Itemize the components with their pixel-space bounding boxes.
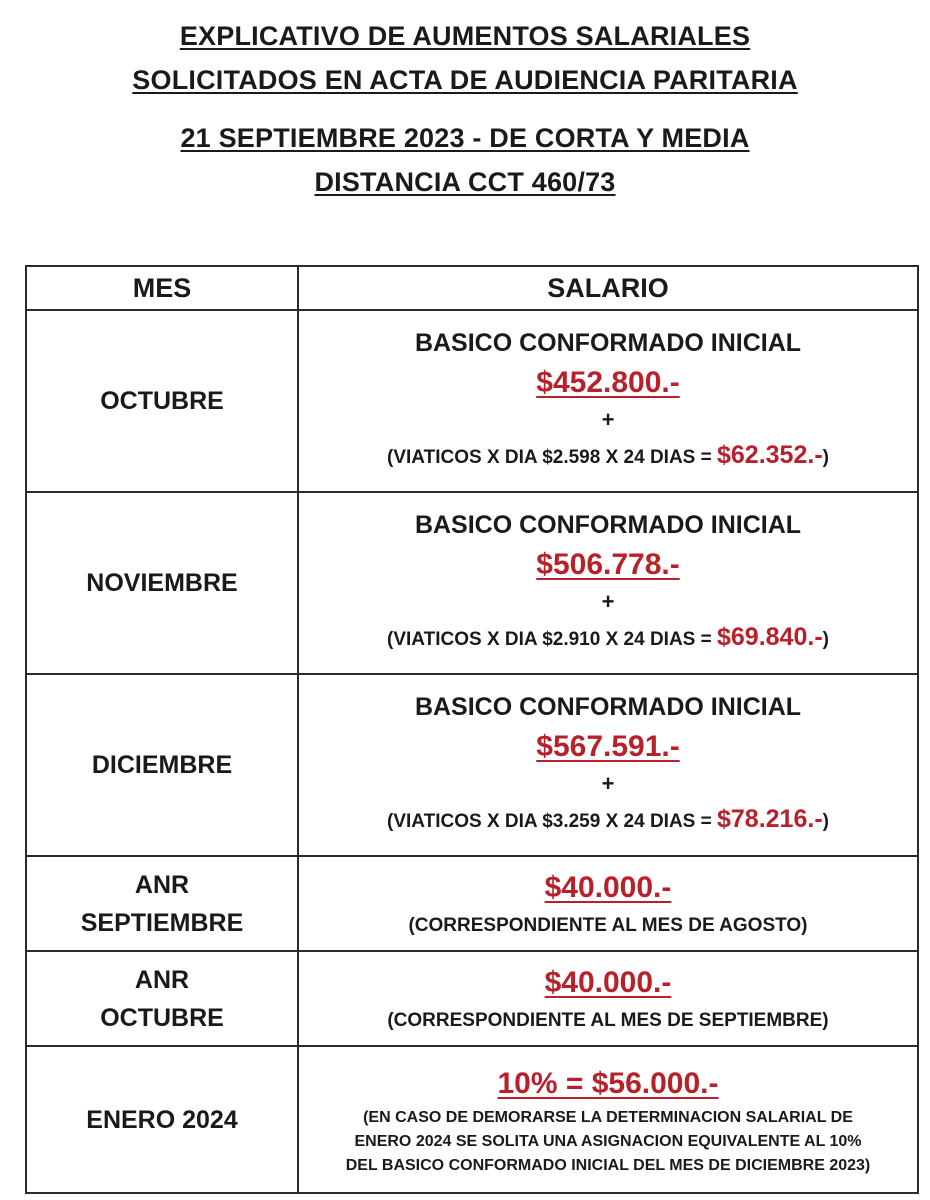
anr-month: OCTUBRE [100,1003,224,1032]
basic-amount: $567.591.- [536,729,680,763]
plus-sign: + [601,406,615,432]
plus-sign: + [601,588,615,614]
viaticos-total: $78.216.- [717,804,823,833]
salary-cell [298,1046,918,1193]
viaticos-close: ) [822,810,829,832]
basic-label: BASICO CONFORMADO INICIAL [414,510,802,539]
anr-note: (CORRESPONDIENTE AL MES DE SEPTIEMBRE) [387,1009,829,1031]
table-row [26,674,918,856]
anr-note: (CORRESPONDIENTE AL MES DE AGOSTO) [408,914,808,936]
column-header-salario: SALARIO [298,266,918,310]
subtitle-line-2: DISTANCIA CCT 460/73 [314,167,616,197]
month-cell: OCTUBRE [26,310,298,492]
table-row [26,310,918,492]
enero-note-line-1: (EN CASO DE DEMORARSE LA DETERMINACION SALARIAL DE [363,1108,853,1126]
column-header-mes: MES [26,266,298,310]
viaticos-text: (VIATICOS X DIA $2.598 X 24 DIAS = [387,446,717,468]
enero-note-line-2: ENERO 2024 SE SOLITA UNA ASIGNACION EQUIVALENTE AL 10% [354,1132,862,1150]
table-row [26,951,918,1046]
month-cell: ENERO 2024 [26,1046,298,1193]
salary-cell [298,951,918,1046]
month-cell: DICIEMBRE [26,674,298,856]
month-cell [26,951,298,1046]
document-header [0,14,930,204]
enero-note-line-3: DEL BASICO CONFORMADO INICIAL DEL MES DE DICIEMBRE 2023) [345,1156,871,1174]
table-row [26,1046,918,1193]
viaticos-text: (VIATICOS X DIA $3.259 X 24 DIAS = [387,810,717,832]
anr-amount: $40.000.- [544,870,672,904]
month-cell: NOVIEMBRE [26,492,298,674]
viaticos-total: $62.352.- [717,440,823,469]
anr-month: SEPTIEMBRE [80,908,244,937]
subtitle-line-1: 21 SEPTIEMBRE 2023 - DE CORTA Y MEDIA [180,123,750,153]
month-cell [26,856,298,951]
enero-amount: 10% = $56.000.- [497,1066,719,1100]
viaticos-line [299,799,917,842]
title-line-1: EXPLICATIVO DE AUMENTOS SALARIALES [179,21,751,51]
viaticos-line [299,435,917,478]
salary-table [25,265,919,1194]
viaticos-close: ) [822,628,829,650]
viaticos-text: (VIATICOS X DIA $2.910 X 24 DIAS = [387,628,717,650]
salary-cell [298,856,918,951]
table-row [26,492,918,674]
basic-amount: $506.778.- [536,547,680,581]
salary-cell [298,674,918,856]
plus-sign: + [601,770,615,796]
anr-label: ANR [134,870,190,899]
table-row [26,856,918,951]
basic-label: BASICO CONFORMADO INICIAL [414,692,802,721]
salary-cell [298,492,918,674]
basic-label: BASICO CONFORMADO INICIAL [414,328,802,357]
salary-cell [298,310,918,492]
viaticos-line [299,617,917,660]
table-header-row [26,266,918,310]
title-line-2: SOLICITADOS EN ACTA DE AUDIENCIA PARITARIA [132,65,798,95]
viaticos-close: ) [822,446,829,468]
anr-label: ANR [134,965,190,994]
viaticos-total: $69.840.- [717,622,823,651]
anr-amount: $40.000.- [544,965,672,999]
basic-amount: $452.800.- [536,365,680,399]
